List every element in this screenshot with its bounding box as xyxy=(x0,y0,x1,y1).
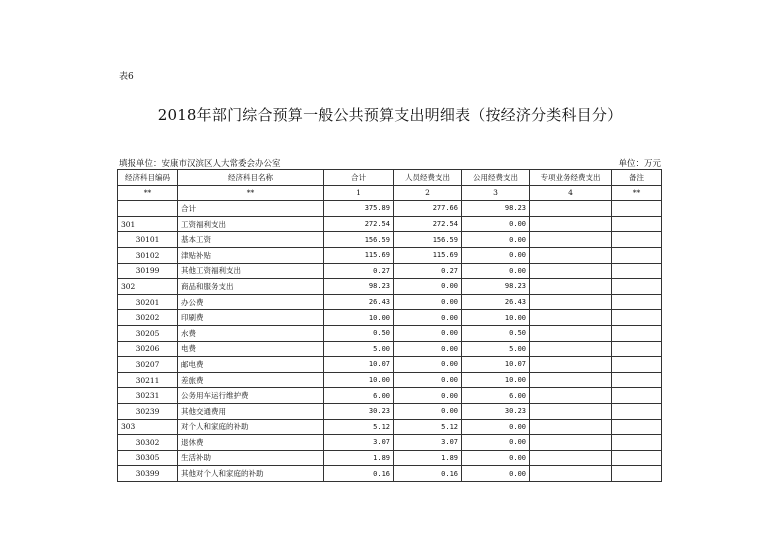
public-cell: 0.00 xyxy=(462,263,530,279)
index-cell: 4 xyxy=(530,185,612,201)
total-cell: 6.00 xyxy=(324,388,394,404)
special-cell xyxy=(530,388,612,404)
name-cell: 生活补助 xyxy=(178,450,324,466)
special-cell xyxy=(530,403,612,419)
code-cell: 30399 xyxy=(118,466,178,482)
name-cell: 邮电费 xyxy=(178,357,324,373)
index-cell: ** xyxy=(178,185,324,201)
column-header: 合计 xyxy=(324,170,394,186)
public-cell: 6.00 xyxy=(462,388,530,404)
column-header: 经济科目编码 xyxy=(118,170,178,186)
name-cell: 其他工资福利支出 xyxy=(178,263,324,279)
index-cell: ** xyxy=(118,185,178,201)
special-cell xyxy=(530,435,612,451)
public-cell: 0.00 xyxy=(462,216,530,232)
total-cell: 0.50 xyxy=(324,325,394,341)
note-cell xyxy=(612,201,662,217)
note-cell xyxy=(612,325,662,341)
public-cell: 30.23 xyxy=(462,403,530,419)
public-cell: 10.00 xyxy=(462,310,530,326)
table-row xyxy=(118,372,662,388)
public-cell: 0.00 xyxy=(462,435,530,451)
personnel-cell: 0.00 xyxy=(394,357,462,373)
personnel-cell: 115.69 xyxy=(394,247,462,263)
special-cell xyxy=(530,357,612,373)
column-header: 经济科目名称 xyxy=(178,170,324,186)
name-cell: 印刷费 xyxy=(178,310,324,326)
note-cell xyxy=(612,232,662,248)
personnel-cell: 5.12 xyxy=(394,419,462,435)
personnel-cell: 277.66 xyxy=(394,201,462,217)
public-cell: 26.43 xyxy=(462,294,530,310)
personnel-cell: 0.00 xyxy=(394,310,462,326)
index-cell: 2 xyxy=(394,185,462,201)
total-cell: 5.12 xyxy=(324,419,394,435)
code-cell: 30101 xyxy=(118,232,178,248)
name-cell: 公务用车运行维护费 xyxy=(178,388,324,404)
total-cell: 0.27 xyxy=(324,263,394,279)
note-cell xyxy=(612,403,662,419)
personnel-cell: 0.00 xyxy=(394,341,462,357)
total-cell: 98.23 xyxy=(324,279,394,295)
table-row xyxy=(118,466,662,482)
code-cell: 30201 xyxy=(118,294,178,310)
personnel-cell: 0.00 xyxy=(394,279,462,295)
public-cell: 98.23 xyxy=(462,279,530,295)
index-cell: 3 xyxy=(462,185,530,201)
note-cell xyxy=(612,294,662,310)
table-row xyxy=(118,357,662,373)
personnel-cell: 1.89 xyxy=(394,450,462,466)
special-cell xyxy=(530,325,612,341)
code-cell: 30302 xyxy=(118,435,178,451)
note-cell xyxy=(612,263,662,279)
table-row xyxy=(118,388,662,404)
table-row xyxy=(118,216,662,232)
page-title: 2018年部门综合预算一般公共预算支出明细表（按经济分类科目分） xyxy=(157,106,623,124)
total-cell: 3.07 xyxy=(324,435,394,451)
code-cell: 30102 xyxy=(118,247,178,263)
total-cell: 26.43 xyxy=(324,294,394,310)
total-cell: 5.00 xyxy=(324,341,394,357)
personnel-cell: 0.00 xyxy=(394,388,462,404)
table-body xyxy=(118,201,662,482)
special-cell xyxy=(530,232,612,248)
public-cell: 98.23 xyxy=(462,201,530,217)
public-cell: 0.00 xyxy=(462,247,530,263)
name-cell: 基本工资 xyxy=(178,232,324,248)
name-cell: 差旅费 xyxy=(178,372,324,388)
personnel-cell: 156.59 xyxy=(394,232,462,248)
name-cell: 商品和服务支出 xyxy=(178,279,324,295)
special-cell xyxy=(530,419,612,435)
table-row xyxy=(118,419,662,435)
code-cell: 302 xyxy=(118,279,178,295)
note-cell xyxy=(612,357,662,373)
code-cell: 301 xyxy=(118,216,178,232)
note-cell xyxy=(612,388,662,404)
column-header: 公用经费支出 xyxy=(462,170,530,186)
note-cell xyxy=(612,466,662,482)
total-cell: 272.54 xyxy=(324,216,394,232)
public-cell: 10.07 xyxy=(462,357,530,373)
code-cell: 303 xyxy=(118,419,178,435)
special-cell xyxy=(530,247,612,263)
code-cell: 30305 xyxy=(118,450,178,466)
public-cell: 0.00 xyxy=(462,419,530,435)
code-cell: 30202 xyxy=(118,310,178,326)
personnel-cell: 0.00 xyxy=(394,372,462,388)
special-cell xyxy=(530,294,612,310)
total-cell: 1.89 xyxy=(324,450,394,466)
table-row xyxy=(118,341,662,357)
total-cell: 115.69 xyxy=(324,247,394,263)
name-cell: 电费 xyxy=(178,341,324,357)
table-row xyxy=(118,325,662,341)
personnel-cell: 0.00 xyxy=(394,403,462,419)
special-cell xyxy=(530,341,612,357)
note-cell xyxy=(612,450,662,466)
column-header-row xyxy=(118,170,662,186)
table-row xyxy=(118,201,662,217)
filler-unit: 填报单位：安康市汉滨区人大常委会办公室 xyxy=(119,159,281,169)
note-cell xyxy=(612,279,662,295)
public-cell: 0.00 xyxy=(462,450,530,466)
public-cell: 0.50 xyxy=(462,325,530,341)
name-cell: 其他交通费用 xyxy=(178,403,324,419)
table-row xyxy=(118,294,662,310)
name-cell: 水费 xyxy=(178,325,324,341)
special-cell xyxy=(530,466,612,482)
code-cell: 30199 xyxy=(118,263,178,279)
total-cell: 30.23 xyxy=(324,403,394,419)
index-row xyxy=(118,185,662,201)
budget-table xyxy=(117,169,662,482)
name-cell: 工资福利支出 xyxy=(178,216,324,232)
code-cell: 30207 xyxy=(118,357,178,373)
special-cell xyxy=(530,310,612,326)
total-cell: 0.16 xyxy=(324,466,394,482)
column-header: 人员经费支出 xyxy=(394,170,462,186)
special-cell xyxy=(530,450,612,466)
code-cell: 30239 xyxy=(118,403,178,419)
public-cell: 0.00 xyxy=(462,232,530,248)
code-cell xyxy=(118,201,178,217)
personnel-cell: 0.16 xyxy=(394,466,462,482)
note-cell xyxy=(612,435,662,451)
table-row xyxy=(118,435,662,451)
note-cell xyxy=(612,372,662,388)
index-cell: ** xyxy=(612,185,662,201)
currency-unit: 单位：万元 xyxy=(618,159,661,169)
code-cell: 30211 xyxy=(118,372,178,388)
column-header: 专项业务经费支出 xyxy=(530,170,612,186)
name-cell: 津贴补贴 xyxy=(178,247,324,263)
special-cell xyxy=(530,201,612,217)
column-header: 备注 xyxy=(612,170,662,186)
total-cell: 10.07 xyxy=(324,357,394,373)
total-cell: 156.59 xyxy=(324,232,394,248)
special-cell xyxy=(530,279,612,295)
total-cell: 375.89 xyxy=(324,201,394,217)
table-row xyxy=(118,310,662,326)
note-cell xyxy=(612,341,662,357)
table-header xyxy=(118,170,662,201)
special-cell xyxy=(530,263,612,279)
personnel-cell: 272.54 xyxy=(394,216,462,232)
public-cell: 0.00 xyxy=(462,466,530,482)
total-cell: 10.00 xyxy=(324,310,394,326)
note-cell xyxy=(612,419,662,435)
name-cell: 合计 xyxy=(178,201,324,217)
code-cell: 30206 xyxy=(118,341,178,357)
name-cell: 对个人和家庭的补助 xyxy=(178,419,324,435)
table-row xyxy=(118,403,662,419)
public-cell: 10.00 xyxy=(462,372,530,388)
total-cell: 10.00 xyxy=(324,372,394,388)
table-row xyxy=(118,263,662,279)
special-cell xyxy=(530,372,612,388)
note-cell xyxy=(612,216,662,232)
name-cell: 退休费 xyxy=(178,435,324,451)
name-cell: 其他对个人和家庭的补助 xyxy=(178,466,324,482)
table-row xyxy=(118,247,662,263)
table-row xyxy=(118,232,662,248)
table-row xyxy=(118,450,662,466)
note-cell xyxy=(612,310,662,326)
index-cell: 1 xyxy=(324,185,394,201)
public-cell: 5.00 xyxy=(462,341,530,357)
code-cell: 30205 xyxy=(118,325,178,341)
table-row xyxy=(118,279,662,295)
code-cell: 30231 xyxy=(118,388,178,404)
personnel-cell: 0.00 xyxy=(394,294,462,310)
table-tag: 表6 xyxy=(119,72,134,82)
personnel-cell: 3.07 xyxy=(394,435,462,451)
personnel-cell: 0.27 xyxy=(394,263,462,279)
personnel-cell: 0.00 xyxy=(394,325,462,341)
special-cell xyxy=(530,216,612,232)
note-cell xyxy=(612,247,662,263)
name-cell: 办公费 xyxy=(178,294,324,310)
